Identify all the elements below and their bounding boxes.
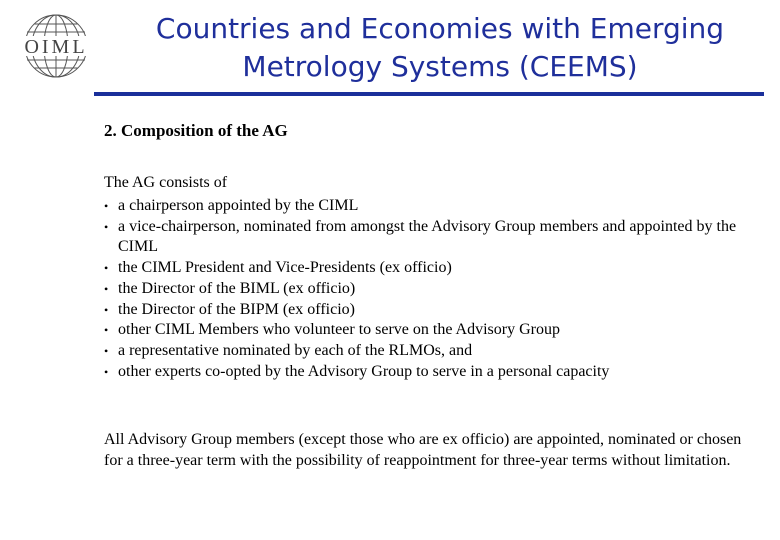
list-item <box>104 300 744 321</box>
list-item <box>104 258 744 279</box>
section-heading: 2. Composition of the AG <box>104 121 288 140</box>
list-item <box>104 217 744 258</box>
bullet-icon: • <box>104 219 109 234</box>
list-item <box>104 279 744 300</box>
bullet-icon: • <box>104 343 109 358</box>
page-title <box>150 10 730 86</box>
bullet-icon: • <box>104 364 109 379</box>
bullet-icon: • <box>104 323 109 338</box>
globe-icon <box>14 12 98 80</box>
list-item-text: a chairperson appointed by the CIML <box>118 197 359 214</box>
title-line-1: Countries and Economies with Emerging <box>155 12 725 45</box>
list-item-text: the CIML President and Vice-Presidents (ex officio) <box>118 259 452 277</box>
oiml-logo <box>14 12 98 80</box>
list-item <box>104 196 744 217</box>
bullet-icon: • <box>104 261 109 276</box>
bullet-icon: • <box>104 199 109 213</box>
list-item <box>104 362 744 383</box>
title-divider <box>94 92 764 96</box>
list-item <box>104 341 744 362</box>
intro-text: The AG consists of <box>104 174 228 191</box>
list-item-text: the Director of the BIPM (ex officio) <box>118 300 355 318</box>
list-item-text: other experts co-opted by the Advisory Group to serve in a personal capacity <box>118 362 610 380</box>
bullet-icon: • <box>104 302 109 317</box>
list-item-text: the Director of the BIML (ex officio) <box>118 279 356 297</box>
closing-paragraph: All Advisory Group members (except those who are ex officio) are appointed, nominated or chosen for a three-year term with the possibility of reappointment for three-year terms without limitation. <box>104 431 742 469</box>
bullet-icon: • <box>104 281 109 296</box>
list-item <box>104 320 744 341</box>
list-item-text: a vice-chairperson, nominated from amongst the Advisory Group members and appointed by the CIML <box>118 217 737 256</box>
composition-list <box>104 196 744 382</box>
list-item-text: a representative nominated by each of the RLMOs, and <box>118 341 473 359</box>
list-item-text: other CIML Members who volunteer to serve on the Advisory Group <box>118 321 560 339</box>
title-line-2: Metrology Systems (CEEMS) <box>242 50 638 83</box>
logo-text: OIML <box>24 36 88 58</box>
